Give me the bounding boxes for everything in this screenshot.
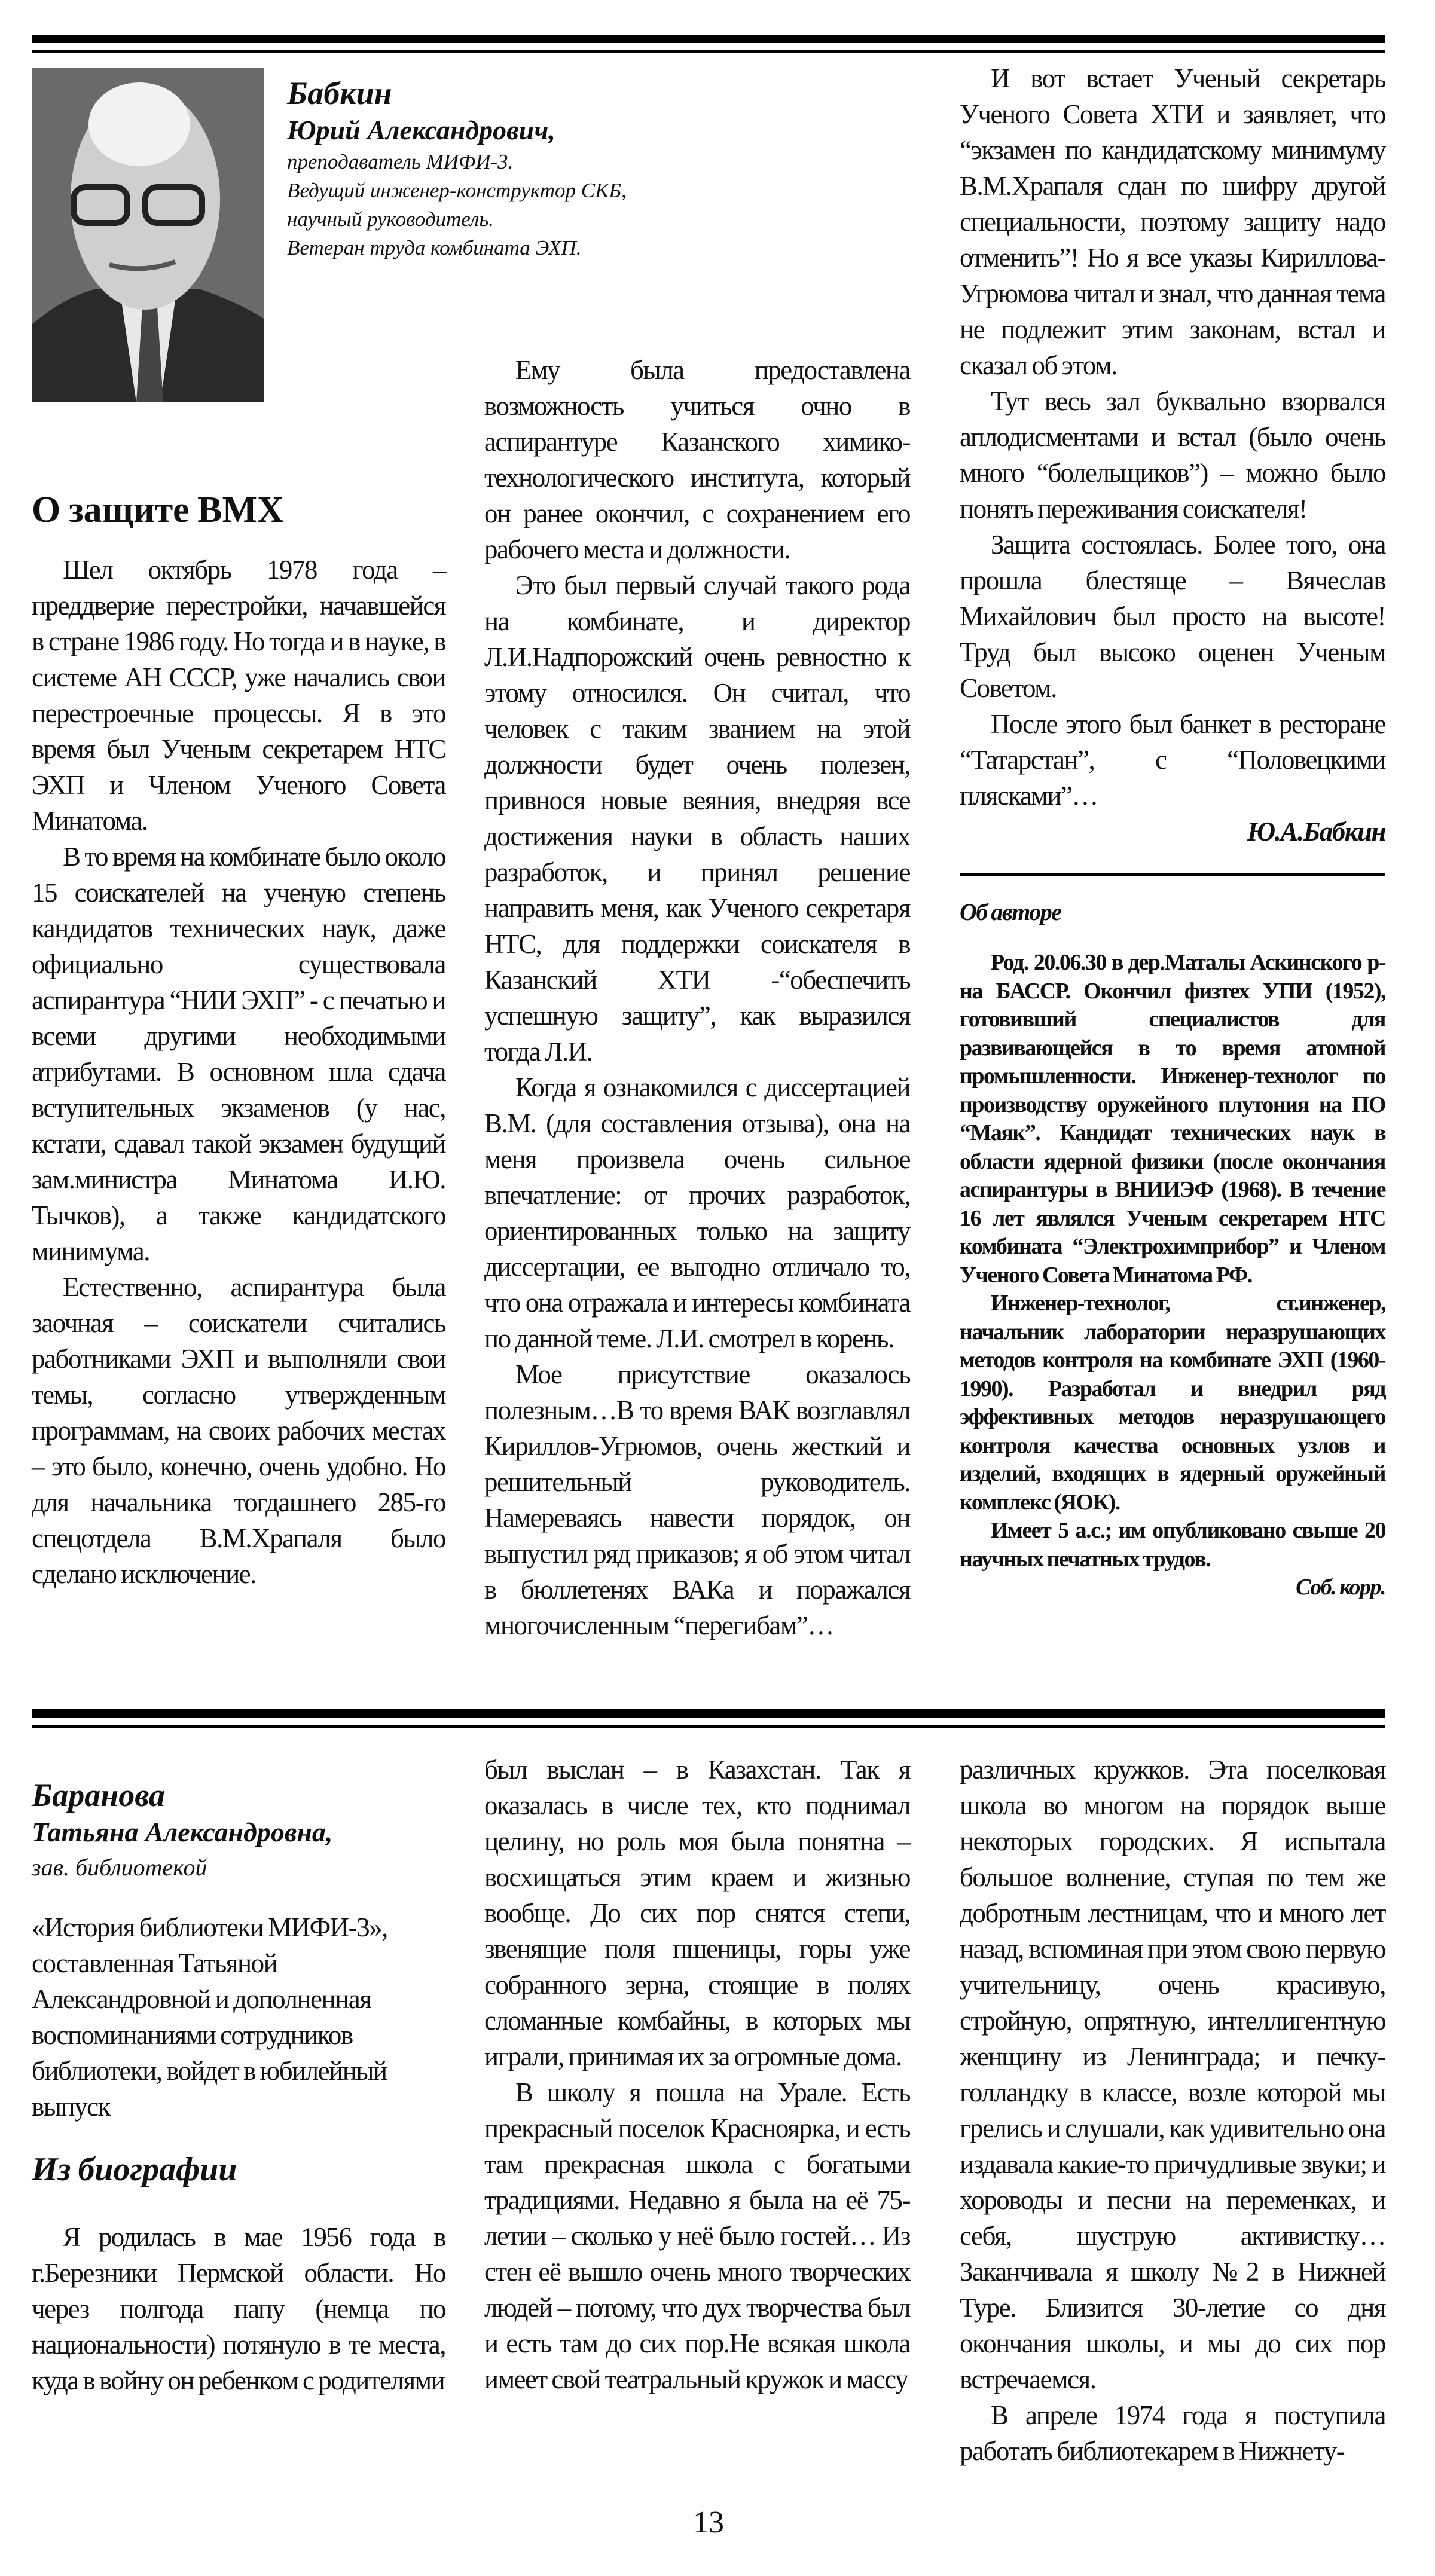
paragraph: И вот встает Ученый секретарь Ученого Совета ХТИ и заявляет, что “экзамен по кандидатскому минимуму В.М.Храпаля сдан по шифру другой специальности, поэтому защиту надо отменить”! Но я все указы Кириллова-Угрюмова читал и знал, что данная тема не подлежит этим законам, встал и сказал об этом. <box>960 63 1385 380</box>
article1-column-1 <box>32 53 627 1592</box>
article2-column-2 <box>484 1752 910 2397</box>
author-role: Ветеран труда комбината ЭХП. <box>287 236 582 259</box>
author-role: преподаватель МИФИ-3. <box>287 150 514 173</box>
author-role: зав. библиотекой <box>32 1854 207 1881</box>
article-signature: Ю.А.Бабкин <box>1247 817 1385 847</box>
paragraph: Это был первый случай такого рода на комбинате, и директор Л.И.Надпорожский очень ревностно к этому относился. Он считал, что человек с таким званием на этой должности будет очень полезен, привнося новые веяния, внедряя все достижения науки в область наших разработок, и принял решение направить меня, как Ученого секретаря НТС, для поддержки соискателя в Казанский ХТИ -“обеспечить успешную защиту”, как выразился тогда Л.И. <box>484 570 910 1067</box>
paragraph: Род. 20.06.30 в дер.Маталы Аскинского р-на БАССР. Окончил физтех УПИ (1952), готовивший специалистов для развивающейся в то время атомной промышленности. Инженер-технолог по производству оружейного плутония на ПО “Маяк”. Кандидат технических наук в области ядерной физики (после окончания аспирантуры в ВНИИЭФ (1968). В течение 16 лет являлся Ученым секретарем НТС комбината “Электрохимприбор” и Членом Ученого Совета Минатома РФ. <box>960 950 1385 1288</box>
paragraph: различных кружков. Эта поселковая школа во многом на порядок выше некоторых городских. Я испытала большое волнение, ступая по тем же добротным лестницам, что и много лет назад, вспоминая при этом свою первую учительницу, очень красивую, стройную, опрятную, интеллигентную женщину из Ленинграда; и печку-голландку в классе, возле которой мы грелись и слушали, как удивительно она издавала какие-то причудливые звуки; и хороводы и песни на переменках, и себя, шуструю активистку… Заканчивала я школу №2 в Нижней Туре. Близится 30-летие со дня окончания школы, и мы до сих пор встречаемся. <box>960 1755 1385 2394</box>
article-title: О защите ВМХ <box>32 490 284 530</box>
section-divider <box>960 873 1385 876</box>
paragraph: был выслан – в Казахстан. Так я оказалась в числе тех, кто поднимал целину, но роль моя была понятна – восхищаться этим краем и жизнью вообще. До сих пор снятся степи, звенящие поля пшеницы, горы уже собранного зерна, стоящие в полях сломанные комбайны, в которых мы играли, принимая их за огромные дома. <box>484 1755 910 2071</box>
page-number: 13 <box>693 2505 724 2540</box>
paragraph: Я родилась в мае 1956 года в г.Березники Пермской области. Но через полгода папу (немца по национальности) потянуло в те места, куда в войну он ребенком с родителями <box>32 2222 445 2395</box>
paragraph: Естественно, аспирантура была заочная – соискатели считались работниками ЭХП и выполняли свои темы, согласно утвержденным программам, на своих рабочих местах – это было, конечно, очень удобно. Но для начальника тогдашнего 285-го спецотдела В.М.Храпаля было сделано исключение. <box>32 1272 445 1589</box>
author-surname: Баранова <box>32 1777 166 1813</box>
about-author <box>960 897 1385 1602</box>
article2-column-3 <box>960 1752 1385 2469</box>
article1 <box>32 53 1385 1643</box>
article1-column-2 <box>484 53 910 1643</box>
about-heading: Об авторе <box>960 899 1061 925</box>
article-title: Из биографии <box>32 2151 237 2188</box>
paragraph: Имеет 5 а.с.; им опубликовано свыше 20 научных печатных трудов. <box>960 1518 1385 1572</box>
author-given-name: Татьяна Александровна, <box>32 1817 333 1847</box>
paragraph: Защита состоялась. Более того, она прошла блестяще – Вячеслав Михайлович был просто на высоте! Труд был высоко оценен Ученым Советом. <box>960 530 1385 703</box>
paragraph: В то время на комбинате было около 15 соискателей на ученую степень кандидатов технических наук, даже официально существовала аспирантура “НИИ ЭХП” - с печатью и всеми другими необходимыми атрибутами. В основном шла сдача вступительных экзаменов (у нас, кстати, сдавал такой экзамен будущий зам.министра Минатома И.Ю. Тычков), а также кандидатского минимума. <box>32 842 445 1266</box>
article2 <box>32 1752 1385 2469</box>
author-role: научный руководитель. <box>287 207 494 231</box>
paragraph: Шел октябрь 1978 года – преддверие перестройки, начавшейся в стране 1986 году. Но тогда и в науке, в системе АН СССР, уже начались свои перестроечные процессы. Я в это время был Ученым секретарем НТС ЭХП и Членом Ученого Совета Минатома. <box>32 555 445 836</box>
paragraph: После этого был банкет в ресторане “Татарстан”, с “Половецкими плясками”… <box>960 709 1385 811</box>
author-surname: Бабкин <box>287 75 392 111</box>
paragraph: В апреле 1974 года я поступила работать библиотекарем в Нижнету- <box>960 2400 1385 2466</box>
author-given-name: Юрий Александрович, <box>287 115 555 145</box>
middle-rule-thick <box>32 1709 1385 1718</box>
paragraph: Когда я ознакомился с диссертацией В.М. (для составления отзыва), она на меня произвела очень сильное впечатление: от прочих разработок, ориентированных только на защиту диссертации, ее выгодно отличало то, что она отражала и интересы комбината по данной теме. Л.И. смотрел в корень. <box>484 1072 910 1353</box>
author-credit <box>287 74 670 262</box>
paragraph: Ему была предоставлена возможность учиться очно в аспирантуре Казанского химико-технологического института, который он ранее окончил, с сохранением его рабочего места и должности. <box>484 355 910 564</box>
article1-column-3 <box>960 53 1385 1602</box>
author-role: Ведущий инженер-конструктор СКБ, <box>287 179 627 202</box>
paragraph: Мое присутствие оказалось полезным…В то время ВАК возглавлял Кириллов-Угрюмов, очень жесткий и решительный руководитель. Намереваясь навести порядок, он выпустил ряд приказов; я об этом читал в бюллетенях ВАКа и поражался многочисленным “перегибам”… <box>484 1359 910 1640</box>
about-signature: Соб. корр. <box>1296 1575 1385 1600</box>
top-rule-thick <box>32 35 1385 43</box>
paragraph: Инженер-технолог, ст.инженер, начальник лаборатории неразрушающих методов контроля на комбинате ЭХП (1960-1990). Разработал и внедрил ряд эффективных методов неразрушающего контроля качества основных узлов и изделий, входящих в ядерный оружейный комплекс (ЯОК). <box>960 1291 1385 1515</box>
author-photo <box>32 68 264 402</box>
article2-column-1 <box>32 1752 445 2398</box>
paragraph: Тут весь зал буквально взорвался аплодисментами и встал (было очень много “болельщиков”) – можно было понять переживания соискателя! <box>960 386 1385 524</box>
paragraph: В школу я пошла на Урале. Есть прекрасный поселок Красноярка, и есть там прекрасная школа с богатыми традициями. Недавно я была на её 75-летии – сколько у неё было гостей… Из стен её вышло очень много творческих людей – потому, что дух творчества был и есть там до сих пор.Не всякая школа имеет свой театральный кружок и массу <box>484 2077 910 2394</box>
article-intro: «История библиотеки МИФИ-3», составленная Татьяной Александровной и дополненная воспоминаниями сотрудников библиотеки, войдет в юбилейный выпуск <box>32 1912 387 2122</box>
middle-rule-thin <box>32 1725 1385 1728</box>
